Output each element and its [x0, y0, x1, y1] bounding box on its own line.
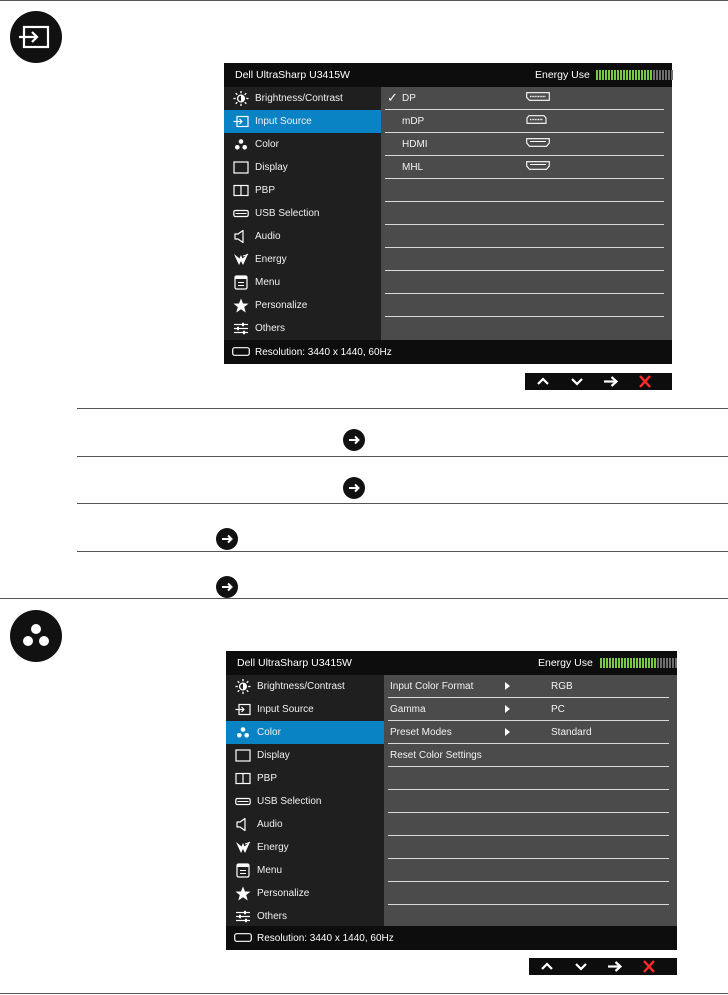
- energy-meter-segment: [635, 70, 637, 80]
- submenu-arrow-icon: [505, 705, 510, 713]
- usb-icon: [233, 206, 249, 221]
- resolution-text: Resolution: 3440 x 1440, 60Hz: [255, 347, 392, 358]
- energy-meter-segment: [662, 70, 664, 80]
- menu-icon: [233, 275, 249, 290]
- down-icon[interactable]: [565, 373, 589, 390]
- input-source-icon: [235, 702, 251, 717]
- energy-meter-segment: [648, 658, 650, 668]
- submenu-arrow-icon: [505, 682, 510, 690]
- submenu-row-empty: [388, 790, 669, 813]
- submenu-row-dp[interactable]: [385, 87, 664, 110]
- bottom-divider: [0, 993, 728, 994]
- menu-item-label: Color: [255, 139, 279, 150]
- arrow-right-icon: [343, 477, 365, 499]
- submenu-row-empty: [385, 179, 664, 202]
- energy-meter-segment: [609, 658, 611, 668]
- menu-item-label: Menu: [257, 865, 283, 876]
- star-icon: [233, 298, 249, 313]
- energy-meter-segment: [669, 658, 671, 668]
- osd-window-color: [226, 651, 677, 950]
- menu-item-energy[interactable]: [226, 836, 384, 859]
- down-icon[interactable]: [569, 958, 593, 975]
- energy-icon: [235, 840, 251, 855]
- arrow-right-icon: [216, 576, 238, 598]
- energy-meter-segment: [659, 70, 661, 80]
- menu-item-others[interactable]: [224, 317, 381, 340]
- brightness-icon: [235, 679, 251, 694]
- menu-item-label: Energy: [257, 842, 289, 853]
- energy-meter-segment: [618, 658, 620, 668]
- submenu-row-reset-color-settings[interactable]: [388, 744, 669, 767]
- energy-meter-segment: [647, 70, 649, 80]
- display-port-icon: [232, 347, 250, 359]
- menu-item-pbp[interactable]: [224, 179, 381, 202]
- energy-meter-segment: [600, 658, 602, 668]
- mdp-connector-icon: [526, 115, 550, 127]
- menu-item-label: Color: [257, 727, 281, 738]
- menu-item-label: Energy: [255, 254, 287, 265]
- energy-meter-segment: [626, 70, 628, 80]
- input-source-icon: [10, 11, 62, 63]
- energy-meter-segment: [621, 658, 623, 668]
- energy-meter-segment: [660, 658, 662, 668]
- energy-meter-segment: [650, 70, 652, 80]
- brightness-icon: [233, 91, 249, 106]
- arrow-right-icon: [216, 528, 238, 550]
- menu-item-label: PBP: [255, 185, 276, 196]
- menu-item-label: Audio: [257, 819, 283, 830]
- submenu-row-mdp[interactable]: [385, 110, 664, 133]
- submenu-row-empty: [385, 248, 664, 271]
- energy-use-meter: [600, 658, 677, 668]
- speaker-icon: [233, 229, 249, 244]
- submenu-row-label: Preset Modes: [390, 727, 452, 738]
- menu-item-label: Brightness/Contrast: [255, 93, 343, 104]
- energy-meter-segment: [663, 658, 665, 668]
- menu-item-input-source[interactable]: [224, 110, 381, 133]
- menu-item-others[interactable]: [226, 905, 384, 928]
- energy-meter-segment: [623, 70, 625, 80]
- menu-item-pbp[interactable]: [226, 767, 384, 790]
- menu-icon: [235, 863, 251, 878]
- top-divider: [0, 0, 728, 1]
- energy-meter-segment: [612, 658, 614, 668]
- energy-meter-segment: [645, 658, 647, 668]
- energy-meter-segment: [672, 658, 674, 668]
- speaker-icon: [235, 817, 251, 832]
- submenu-row-empty: [388, 836, 669, 859]
- submenu-arrow-icon: [505, 728, 510, 736]
- energy-meter-segment: [657, 658, 659, 668]
- energy-meter-segment: [629, 70, 631, 80]
- energy-meter-segment: [638, 70, 640, 80]
- menu-item-display[interactable]: [226, 744, 384, 767]
- menu-item-menu[interactable]: [224, 271, 381, 294]
- others-icon: [233, 321, 249, 336]
- menu-item-usb-selection[interactable]: [224, 202, 381, 225]
- energy-meter-segment: [599, 70, 601, 80]
- menu-item-label: Personalize: [257, 888, 310, 899]
- energy-meter-segment: [596, 70, 598, 80]
- energy-meter-segment: [639, 658, 641, 668]
- submenu-row-empty: [388, 882, 669, 905]
- energy-meter-segment: [641, 70, 643, 80]
- submenu-row-empty: [385, 225, 664, 248]
- energy-meter-segment: [632, 70, 634, 80]
- energy-meter-segment: [614, 70, 616, 80]
- menu-item-label: Brightness/Contrast: [257, 681, 345, 692]
- menu-item-audio[interactable]: [226, 813, 384, 836]
- color-dots-icon: [233, 137, 249, 152]
- display-port-icon: [234, 933, 252, 945]
- energy-meter-segment: [671, 70, 673, 80]
- display-icon: [233, 160, 249, 175]
- menu-item-color[interactable]: [224, 133, 381, 156]
- energy-meter-segment: [644, 70, 646, 80]
- energy-icon: [233, 252, 249, 267]
- energy-meter-segment: [668, 70, 670, 80]
- energy-meter-segment: [633, 658, 635, 668]
- submenu-row-label: mDP: [402, 116, 425, 127]
- star-icon: [235, 886, 251, 901]
- input-source-icon: [233, 114, 249, 129]
- menu-item-input-source[interactable]: [226, 698, 384, 721]
- arrow-right-icon: [343, 429, 365, 451]
- submenu-row-empty: [388, 767, 669, 790]
- menu-item-energy[interactable]: [224, 248, 381, 271]
- menu-item-color[interactable]: [226, 721, 384, 744]
- submenu-row-mhl[interactable]: [385, 156, 664, 179]
- energy-meter-segment: [617, 70, 619, 80]
- submenu-row-empty: [385, 202, 664, 225]
- menu-item-label: Personalize: [255, 300, 308, 311]
- submenu-row-preset-modes[interactable]: [388, 721, 669, 744]
- energy-meter-segment: [603, 658, 605, 668]
- menu-item-label: USB Selection: [255, 208, 320, 219]
- energy-meter-segment: [666, 658, 668, 668]
- menu-item-usb-selection[interactable]: [226, 790, 384, 813]
- submenu-row-value: PC: [551, 704, 565, 715]
- pbp-icon: [233, 183, 249, 198]
- mhl-connector-icon: [526, 161, 550, 173]
- submenu-row-label: Gamma: [390, 704, 426, 715]
- osd-header: [226, 651, 677, 675]
- menu-item-label: USB Selection: [257, 796, 322, 807]
- menu-item-label: Audio: [255, 231, 281, 242]
- energy-meter-segment: [615, 658, 617, 668]
- osd-title: Dell UltraSharp U3415W: [237, 657, 352, 669]
- submenu-row-label: MHL: [402, 162, 424, 173]
- submenu-row-value: RGB: [551, 681, 573, 692]
- osd-header: [224, 63, 672, 87]
- osd-button-bar: [529, 958, 677, 975]
- exit-x-icon[interactable]: [637, 958, 661, 975]
- energy-meter-segment: [627, 658, 629, 668]
- enter-arrow-icon[interactable]: [599, 373, 623, 390]
- checkmark-icon: ✓: [387, 90, 398, 105]
- osd-main-menu: [226, 675, 384, 926]
- step-divider: [77, 456, 728, 457]
- menu-item-brightness-contrast[interactable]: [224, 87, 381, 110]
- menu-item-label: Others: [255, 323, 286, 334]
- osd-footer: [224, 340, 672, 364]
- menu-item-label: Menu: [255, 277, 281, 288]
- submenu-row-label: Reset Color Settings: [390, 750, 482, 761]
- menu-item-menu[interactable]: [226, 859, 384, 882]
- osd-window-input-source: [224, 63, 672, 364]
- menu-item-display[interactable]: [224, 156, 381, 179]
- menu-item-label: Input Source: [255, 116, 312, 127]
- step-divider: [77, 551, 728, 552]
- osd-main-menu: [224, 87, 381, 340]
- submenu-row-label: Input Color Format: [390, 681, 474, 692]
- menu-item-label: Display: [255, 162, 288, 173]
- step-divider: [77, 503, 728, 504]
- osd-title: Dell UltraSharp U3415W: [235, 69, 350, 81]
- energy-meter-segment: [654, 658, 656, 668]
- submenu-row-label: DP: [402, 93, 416, 104]
- menu-item-label: Others: [257, 911, 288, 922]
- energy-meter-segment: [611, 70, 613, 80]
- osd-submenu-panel: [381, 87, 672, 340]
- step-divider: [77, 408, 728, 409]
- osd-footer: [226, 926, 677, 950]
- up-icon[interactable]: [531, 373, 555, 390]
- energy-use-meter: [596, 70, 673, 80]
- menu-item-label: PBP: [257, 773, 278, 784]
- energy-meter-segment: [630, 658, 632, 668]
- energy-meter-segment: [653, 70, 655, 80]
- submenu-row-input-color-format[interactable]: [388, 675, 669, 698]
- display-icon: [235, 748, 251, 763]
- menu-item-brightness-contrast[interactable]: [226, 675, 384, 698]
- energy-meter-segment: [642, 658, 644, 668]
- submenu-row-empty: [388, 813, 669, 836]
- usb-icon: [235, 794, 251, 809]
- energy-meter-segment: [602, 70, 604, 80]
- energy-meter-segment: [606, 658, 608, 668]
- energy-meter-segment: [665, 70, 667, 80]
- energy-meter-segment: [636, 658, 638, 668]
- submenu-row-empty: [385, 271, 664, 294]
- energy-meter-segment: [605, 70, 607, 80]
- submenu-row-hdmi[interactable]: [385, 133, 664, 156]
- pbp-icon: [235, 771, 251, 786]
- menu-item-personalize[interactable]: [224, 294, 381, 317]
- energy-meter-segment: [624, 658, 626, 668]
- enter-arrow-icon[interactable]: [603, 958, 627, 975]
- energy-meter-segment: [656, 70, 658, 80]
- submenu-row-empty: [385, 294, 664, 317]
- energy-meter-segment: [620, 70, 622, 80]
- energy-meter-segment: [608, 70, 610, 80]
- hdmi-connector-icon: [526, 138, 550, 150]
- dp-connector-icon: [526, 92, 550, 104]
- submenu-row-value: Standard: [551, 727, 592, 738]
- submenu-row-label: HDMI: [402, 139, 428, 150]
- up-icon[interactable]: [535, 958, 559, 975]
- osd-button-bar: [525, 373, 672, 390]
- resolution-text: Resolution: 3440 x 1440, 60Hz: [257, 933, 394, 944]
- energy-meter-segment: [651, 658, 653, 668]
- section-divider: [0, 598, 728, 599]
- color-dots-icon: [10, 610, 62, 662]
- exit-x-icon[interactable]: [633, 373, 657, 390]
- menu-item-label: Input Source: [257, 704, 314, 715]
- others-icon: [235, 909, 251, 924]
- menu-item-label: Display: [257, 750, 290, 761]
- energy-use-label: Energy Use: [535, 69, 590, 81]
- submenu-row-gamma[interactable]: [388, 698, 669, 721]
- energy-use-label: Energy Use: [538, 657, 593, 669]
- submenu-row-empty: [388, 859, 669, 882]
- menu-item-personalize[interactable]: [226, 882, 384, 905]
- menu-item-audio[interactable]: [224, 225, 381, 248]
- color-dots-icon: [235, 725, 251, 740]
- osd-submenu-panel: [384, 675, 677, 926]
- energy-meter-segment: [675, 658, 677, 668]
